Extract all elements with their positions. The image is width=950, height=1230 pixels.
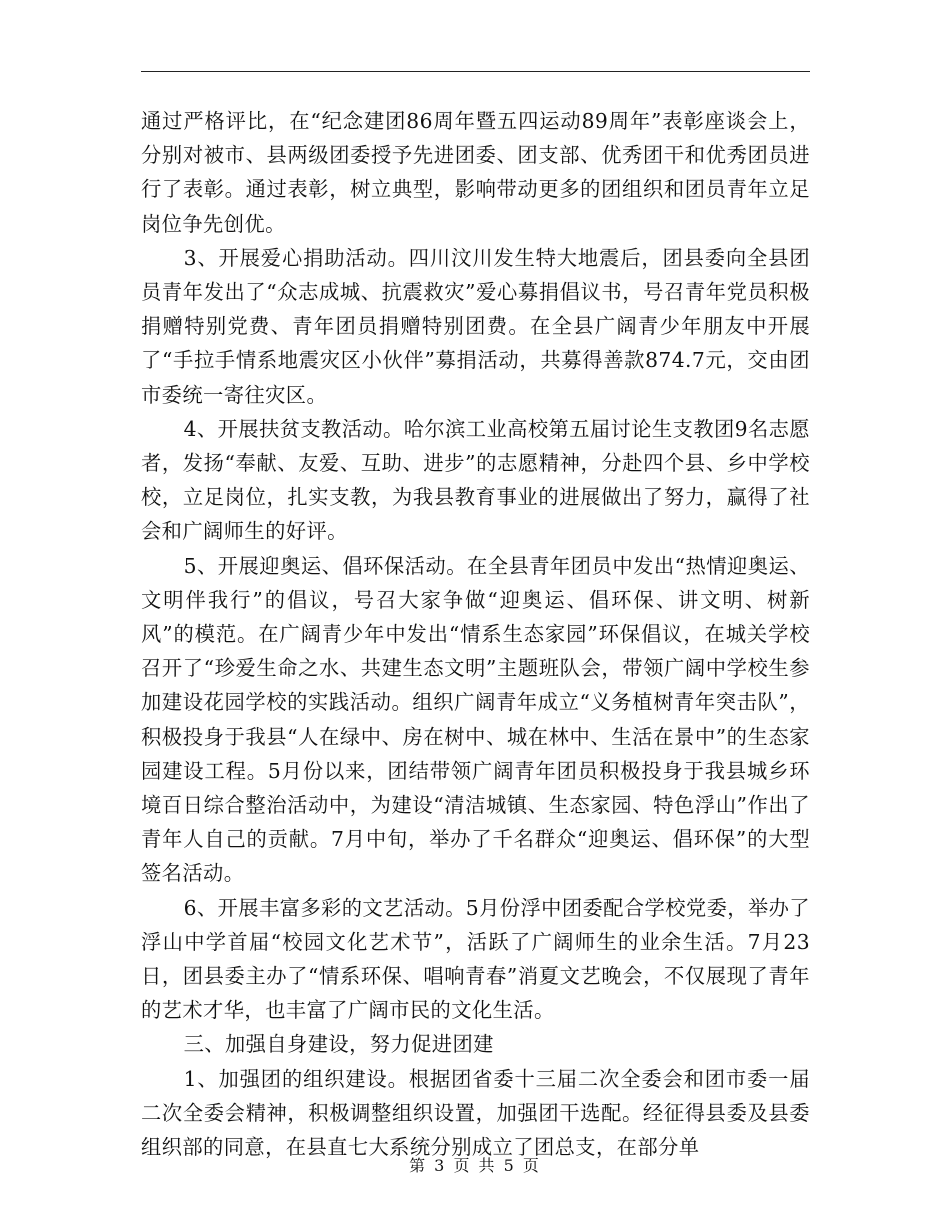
paragraph-3: 4、开展扶贫支教活动。哈尔滨工业高校第五届讨论生支教团9名志愿者，发扬“奉献、友爱、互助、进步”的志愿精神，分赴四个县、乡中学校校，立足岗位，扎实支教，为我县教育事业的进展做出了努力，赢得了社会和广阔师生的好评。 — [141, 416, 810, 544]
paragraph-6: 1、加强团的组织建设。根据团省委十三届二次全委会和团市委一届二次全委会精神，积极调整组织设置，加强团干选配。经征得县委及县委组织部的同意，在县直七大系统分别成立了团总支，在部分单 — [141, 1066, 810, 1160]
page-number-footer: 第 3 页 共 5 页 — [409, 1156, 541, 1175]
paragraph-2: 3、开展爱心捐助活动。四川汶川发生特大地震后，团县委向全县团员青年发出了“众志成城、抗震救灾”爱心募捐倡议书，号召青年党员积极捐赠特别党费、青年团员捐赠特别团费。在全县广阔青少年朋友中开展了“手拉手情系地震灾区小伙伴”募捐活动，共募得善款874.7元，交由团市委统一寄往灾区。 — [141, 245, 810, 407]
header-rule — [141, 71, 810, 72]
section-heading: 三、加强自身建设，努力促进团建 — [183, 1032, 494, 1057]
paragraph-5: 6、开展丰富多彩的文艺活动。5月份浮中团委配合学校党委，举办了浮山中学首届“校园文化艺术节”，活跃了广阔师生的业余生活。7月23日，团县委主办了“情系环保、唱响青春”消夏文艺晚会，不仅展现了青年的艺术才华，也丰富了广阔市民的文化生活。 — [141, 895, 810, 1023]
body-text — [141, 104, 810, 1164]
paragraph-4: 5、开展迎奥运、倡环保活动。在全县青年团员中发出“热情迎奥运、文明伴我行”的倡议，号召大家争做“迎奥运、倡环保、讲文明、树新风”的模范。在广阔青少年中发出“情系生态家园”环保倡议，在城关学校召开了“珍爱生命之水、共建生态文明”主题班队会，带领广阔中学校生参加建设花园学校的实践活动。组织广阔青年成立“义务植树青年突击队”，积极投身于我县“人在绿中、房在树中、城在林中、生活在景中”的生态家园建设工程。5月份以来，团结带领广阔青年团员积极投身于我县城乡环境百日综合整治活动中，为建设“清洁城镇、生态家园、特色浮山”作出了青年人自己的贡献。7月中旬，举办了千名群众“迎奥运、倡环保”的大型签名活动。 — [141, 553, 810, 886]
paragraph-1: 通过严格评比，在“纪念建团86周年暨五四运动89周年”表彰座谈会上，分别对被市、县两级团委授予先进团委、团支部、优秀团干和优秀团员进行了表彰。通过表彰，树立典型，影响带动更多的团组织和团员青年立足岗位争先创优。 — [141, 109, 810, 236]
